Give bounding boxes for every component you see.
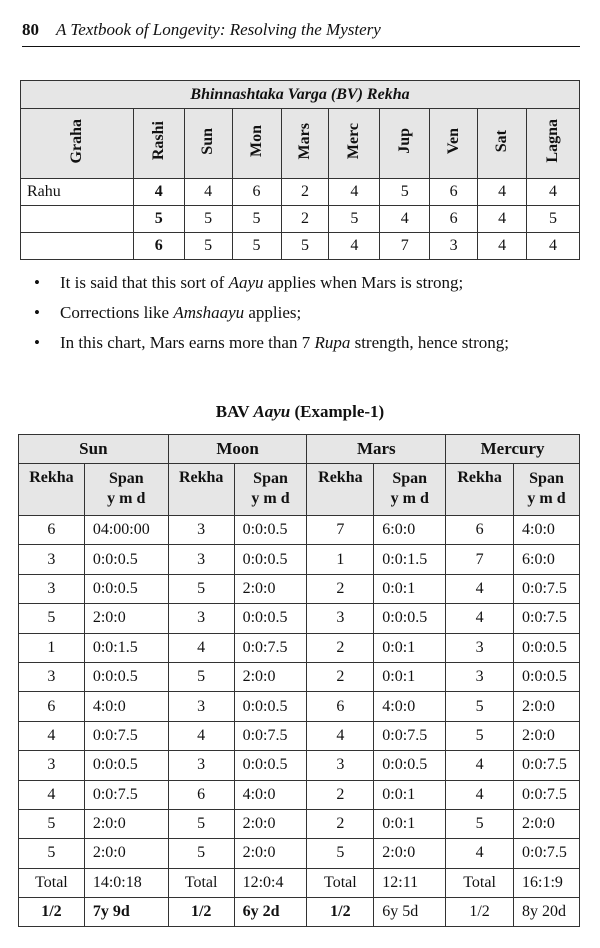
bav-rekha-cell: 5 (19, 809, 85, 838)
bv-col-header-label: Sat (493, 129, 511, 153)
bullet-dot-icon: • (34, 333, 40, 352)
bv-graha-cell (21, 206, 134, 233)
bv-row (21, 206, 580, 233)
bav-rekha-cell: 5 (446, 692, 514, 721)
bav-span-cell: 2:0:0 (514, 692, 580, 721)
bv-cell: 5 (232, 233, 281, 260)
bav-half-value: 7y 9d (84, 898, 168, 927)
bav-half-label: 1/2 (168, 898, 234, 927)
bv-cell: 4 (184, 179, 232, 206)
bav-span-cell: 6:0:0 (374, 516, 446, 545)
book-title: A Textbook of Longevity: Resolving the Mystery (56, 20, 381, 39)
bav-rekha-cell: 4 (446, 839, 514, 868)
bav-total-label: Total (168, 868, 234, 897)
bav-span-cell: 0:0:1 (374, 574, 446, 603)
bav-rekha-cell: 3 (168, 751, 234, 780)
bav-subheader-row (19, 464, 580, 516)
bav-span-cell: 0:0:7.5 (374, 721, 446, 750)
bav-span-cell: 2:0:0 (84, 839, 168, 868)
bav-rekha-cell: 5 (446, 721, 514, 750)
bav-planet-header: Sun (19, 435, 169, 464)
bv-cell: 5 (232, 206, 281, 233)
bav-span-cell: 2:0:0 (234, 574, 307, 603)
bav-row (19, 662, 580, 691)
bav-span-cell: 0:0:7.5 (514, 751, 580, 780)
bav-span-cell: 0:0:0.5 (234, 692, 307, 721)
bullet-item (30, 272, 582, 293)
bullet-text: It is said that this sort of (60, 273, 229, 292)
bav-rekha-header: Rekha (19, 464, 85, 516)
bav-rekha-cell: 2 (307, 574, 374, 603)
bv-col-header-label: Graha (67, 118, 85, 164)
bav-rekha-header: Rekha (168, 464, 234, 516)
bav-rekha-cell: 5 (168, 574, 234, 603)
bav-table-body (19, 516, 580, 927)
bv-cell: 6 (430, 206, 478, 233)
bav-span-cell: 0:0:1.5 (374, 545, 446, 574)
bullet-text: In this chart, Mars earns more than 7 (60, 333, 315, 352)
bv-col-header (329, 109, 380, 179)
bv-row (21, 233, 580, 260)
bav-rekha-cell: 3 (168, 692, 234, 721)
bav-rekha-cell: 5 (168, 809, 234, 838)
bv-col-header (430, 109, 478, 179)
bv-cell: 4 (329, 233, 380, 260)
bav-row (19, 516, 580, 545)
bav-span-cell: 0:0:7.5 (84, 721, 168, 750)
bv-graha-cell (21, 233, 134, 260)
bav-total-value: 14:0:18 (84, 868, 168, 897)
bav-span-cell: 2:0:0 (514, 721, 580, 750)
bav-rekha-cell: 7 (446, 545, 514, 574)
bv-header-row (21, 109, 580, 179)
bav-rekha-cell: 4 (19, 721, 85, 750)
bv-col-header (380, 109, 430, 179)
bav-row (19, 809, 580, 838)
bv-col-header (232, 109, 281, 179)
bav-half-label: 1/2 (307, 898, 374, 927)
bav-span-cell: 2:0:0 (514, 809, 580, 838)
bv-col-header-label: Mars (295, 122, 313, 160)
bav-span-cell: 0:0:0.5 (84, 662, 168, 691)
bav-planet-header: Moon (168, 435, 307, 464)
bav-span-cell: 0:0:0.5 (514, 633, 580, 662)
bav-rekha-cell: 6 (446, 516, 514, 545)
bullet-emphasis: Aayu (228, 273, 264, 292)
bav-span-cell: 0:0:1 (374, 780, 446, 809)
bav-ymd-label: y m d (390, 490, 429, 507)
bav-rekha-cell: 3 (19, 545, 85, 574)
bav-planet-row (19, 435, 580, 464)
bav-rekha-cell: 4 (446, 780, 514, 809)
bv-row (21, 179, 580, 206)
bav-row (19, 751, 580, 780)
bav-rekha-cell: 3 (307, 751, 374, 780)
bv-cell: 5 (527, 206, 580, 233)
bav-rekha-cell: 4 (446, 574, 514, 603)
bav-rekha-cell: 3 (307, 604, 374, 633)
bav-rekha-cell: 1 (19, 633, 85, 662)
bav-half-row (19, 898, 580, 927)
bav-row (19, 545, 580, 574)
bav-span-cell: 0:0:7.5 (514, 604, 580, 633)
bav-half-value: 6y 2d (234, 898, 307, 927)
bav-row (19, 721, 580, 750)
bv-cell: 4 (478, 206, 527, 233)
bv-graha-cell: Rahu (21, 179, 134, 206)
bv-cell: 4 (478, 233, 527, 260)
bv-cell: 7 (380, 233, 430, 260)
bav-rekha-cell: 2 (307, 662, 374, 691)
bav-row (19, 574, 580, 603)
bav-total-label: Total (19, 868, 85, 897)
bav-rekha-cell: 5 (446, 809, 514, 838)
bav-half-label: 1/2 (19, 898, 85, 927)
bv-col-header-label: Lagna (544, 119, 562, 163)
bav-table-title (0, 402, 600, 422)
bav-span-label: Span (108, 470, 144, 487)
bav-span-cell: 0:0:1 (374, 633, 446, 662)
bv-col-header-label: Sun (199, 127, 217, 155)
bv-col-header-label: Mon (247, 125, 265, 157)
bv-col-header-label: Jup (395, 128, 413, 154)
bav-span-header (374, 464, 446, 516)
bav-span-cell: 0:0:7.5 (514, 780, 580, 809)
bav-rekha-cell: 3 (168, 516, 234, 545)
bv-cell: 4 (527, 179, 580, 206)
bav-total-label: Total (446, 868, 514, 897)
bav-rekha-cell: 2 (307, 633, 374, 662)
bav-title-post: (Example-1) (290, 402, 385, 421)
bav-span-cell: 4:0:0 (84, 692, 168, 721)
bv-col-header (281, 109, 329, 179)
bav-span-cell: 0:0:1.5 (84, 633, 168, 662)
bav-span-cell: 0:0:0.5 (234, 751, 307, 780)
bav-span-label: Span (392, 470, 428, 487)
bav-total-row (19, 868, 580, 897)
bav-planet-header: Mars (307, 435, 446, 464)
bv-table-caption: Bhinnashtaka Varga (BV) Rekha (21, 81, 580, 109)
page-header (22, 20, 580, 47)
bv-table-body (21, 179, 580, 260)
bav-planet-header: Mercury (446, 435, 580, 464)
bullet-list (30, 272, 582, 362)
bv-cell: 5 (184, 233, 232, 260)
bv-cell: 3 (430, 233, 478, 260)
bav-span-cell: 0:0:7.5 (84, 780, 168, 809)
bullet-text: Corrections like (60, 303, 174, 322)
bav-rekha-cell: 5 (19, 604, 85, 633)
bav-span-header (514, 464, 580, 516)
bullet-dot-icon: • (34, 303, 40, 322)
bav-rekha-cell: 5 (19, 839, 85, 868)
bav-rekha-cell: 3 (168, 545, 234, 574)
bav-span-cell: 2:0:0 (234, 809, 307, 838)
bav-rekha-header: Rekha (446, 464, 514, 516)
bav-row (19, 604, 580, 633)
bav-span-cell: 4:0:0 (234, 780, 307, 809)
bav-rekha-cell: 6 (168, 780, 234, 809)
bullet-text: strength, hence strong; (350, 333, 509, 352)
bav-half-label: 1/2 (446, 898, 514, 927)
bv-col-header-label: Rashi (149, 121, 167, 161)
bav-half-value: 6y 5d (374, 898, 446, 927)
bav-span-header (234, 464, 307, 516)
bav-span-cell: 0:0:0.5 (234, 604, 307, 633)
bav-span-cell: 0:0:0.5 (374, 751, 446, 780)
bav-total-value: 12:0:4 (234, 868, 307, 897)
bav-row (19, 692, 580, 721)
bav-rekha-cell: 3 (19, 574, 85, 603)
bav-rekha-cell: 4 (168, 633, 234, 662)
bav-span-cell: 0:0:7.5 (514, 839, 580, 868)
bav-span-cell: 0:0:0.5 (374, 604, 446, 633)
bav-rekha-cell: 3 (168, 604, 234, 633)
bv-rekha-table (20, 80, 580, 260)
bav-rekha-cell: 3 (19, 751, 85, 780)
bullet-emphasis: Rupa (314, 333, 351, 352)
bav-span-cell: 0:0:0.5 (84, 545, 168, 574)
bav-rekha-cell: 3 (446, 662, 514, 691)
bv-col-header-label: Merc (345, 122, 363, 160)
bav-rekha-cell: 6 (307, 692, 374, 721)
bav-ymd-label: y m d (107, 490, 146, 507)
bv-col-header-label: Ven (444, 127, 462, 155)
bav-rekha-cell: 6 (19, 516, 85, 545)
bav-span-cell: 2:0:0 (234, 839, 307, 868)
bav-rekha-cell: 6 (19, 692, 85, 721)
bv-cell: 4 (380, 206, 430, 233)
bullet-item (30, 332, 582, 353)
bav-ymd-label: y m d (527, 490, 566, 507)
bav-rekha-cell: 4 (19, 780, 85, 809)
bv-cell: 5 (329, 206, 380, 233)
bav-rekha-cell: 5 (168, 839, 234, 868)
page-number: 80 (22, 20, 39, 39)
bav-span-label: Span (253, 470, 288, 487)
bav-span-cell: 04:00:00 (84, 516, 168, 545)
bav-half-value: 8y 20d (514, 898, 580, 927)
bav-span-header (84, 464, 168, 516)
bav-span-cell: 4:0:0 (374, 692, 446, 721)
bv-cell: 5 (184, 206, 232, 233)
bav-span-cell: 0:0:0.5 (84, 751, 168, 780)
bav-row (19, 633, 580, 662)
bv-cell: 2 (281, 179, 329, 206)
bav-rekha-cell: 4 (446, 604, 514, 633)
bav-ymd-label: y m d (251, 490, 290, 507)
bav-span-cell: 0:0:0.5 (234, 545, 307, 574)
bv-cell: 2 (281, 206, 329, 233)
bv-col-header (478, 109, 527, 179)
bav-rekha-cell: 7 (307, 516, 374, 545)
bav-title-pre: BAV (215, 402, 254, 421)
bullet-dot-icon: • (34, 273, 40, 292)
bullet-item (30, 302, 582, 323)
bav-span-cell: 0:0:1 (374, 662, 446, 691)
bav-span-cell: 4:0:0 (514, 516, 580, 545)
bav-total-value: 16:1:9 (514, 868, 580, 897)
bav-span-cell: 0:0:1 (374, 809, 446, 838)
bav-title-em: Aayu (253, 402, 291, 421)
bv-cell: 5 (281, 233, 329, 260)
bav-total-label: Total (307, 868, 374, 897)
bv-cell: 4 (329, 179, 380, 206)
bv-col-header (184, 109, 232, 179)
bav-rekha-cell: 3 (446, 633, 514, 662)
bav-span-cell: 2:0:0 (234, 662, 307, 691)
bv-cell: 4 (478, 179, 527, 206)
bv-cell: 6 (232, 179, 281, 206)
bav-span-cell: 2:0:0 (84, 604, 168, 633)
bv-rashi-cell: 4 (133, 179, 184, 206)
bav-rekha-cell: 4 (446, 751, 514, 780)
bv-cell: 6 (430, 179, 478, 206)
bav-span-cell: 0:0:0.5 (514, 662, 580, 691)
bav-rekha-cell: 4 (307, 721, 374, 750)
bav-span-label: Span (529, 470, 564, 487)
bullet-text: applies when Mars is strong; (263, 273, 464, 292)
bv-col-header (527, 109, 580, 179)
bav-aayu-table (18, 434, 580, 927)
bv-rashi-cell: 5 (133, 206, 184, 233)
bav-span-cell: 2:0:0 (84, 809, 168, 838)
bav-span-cell: 0:0:7.5 (514, 574, 580, 603)
bv-cell: 5 (380, 179, 430, 206)
bav-row (19, 780, 580, 809)
bav-rekha-cell: 3 (19, 662, 85, 691)
bav-total-value: 12:11 (374, 868, 446, 897)
bav-span-cell: 0:0:0.5 (234, 516, 307, 545)
bav-rekha-header: Rekha (307, 464, 374, 516)
bullet-emphasis: Amshaayu (173, 303, 245, 322)
bav-rekha-cell: 5 (168, 662, 234, 691)
bv-rashi-cell: 6 (133, 233, 184, 260)
bav-span-cell: 0:0:0.5 (84, 574, 168, 603)
bav-span-cell: 6:0:0 (514, 545, 580, 574)
bav-span-cell: 0:0:7.5 (234, 633, 307, 662)
bv-col-header (133, 109, 184, 179)
bav-span-cell: 0:0:7.5 (234, 721, 307, 750)
bav-rekha-cell: 2 (307, 780, 374, 809)
bav-row (19, 839, 580, 868)
bv-col-header (21, 109, 134, 179)
bav-rekha-cell: 4 (168, 721, 234, 750)
bav-span-cell: 2:0:0 (374, 839, 446, 868)
bav-rekha-cell: 2 (307, 809, 374, 838)
bv-cell: 4 (527, 233, 580, 260)
bav-rekha-cell: 5 (307, 839, 374, 868)
bullet-text: applies; (244, 303, 302, 322)
bav-rekha-cell: 1 (307, 545, 374, 574)
